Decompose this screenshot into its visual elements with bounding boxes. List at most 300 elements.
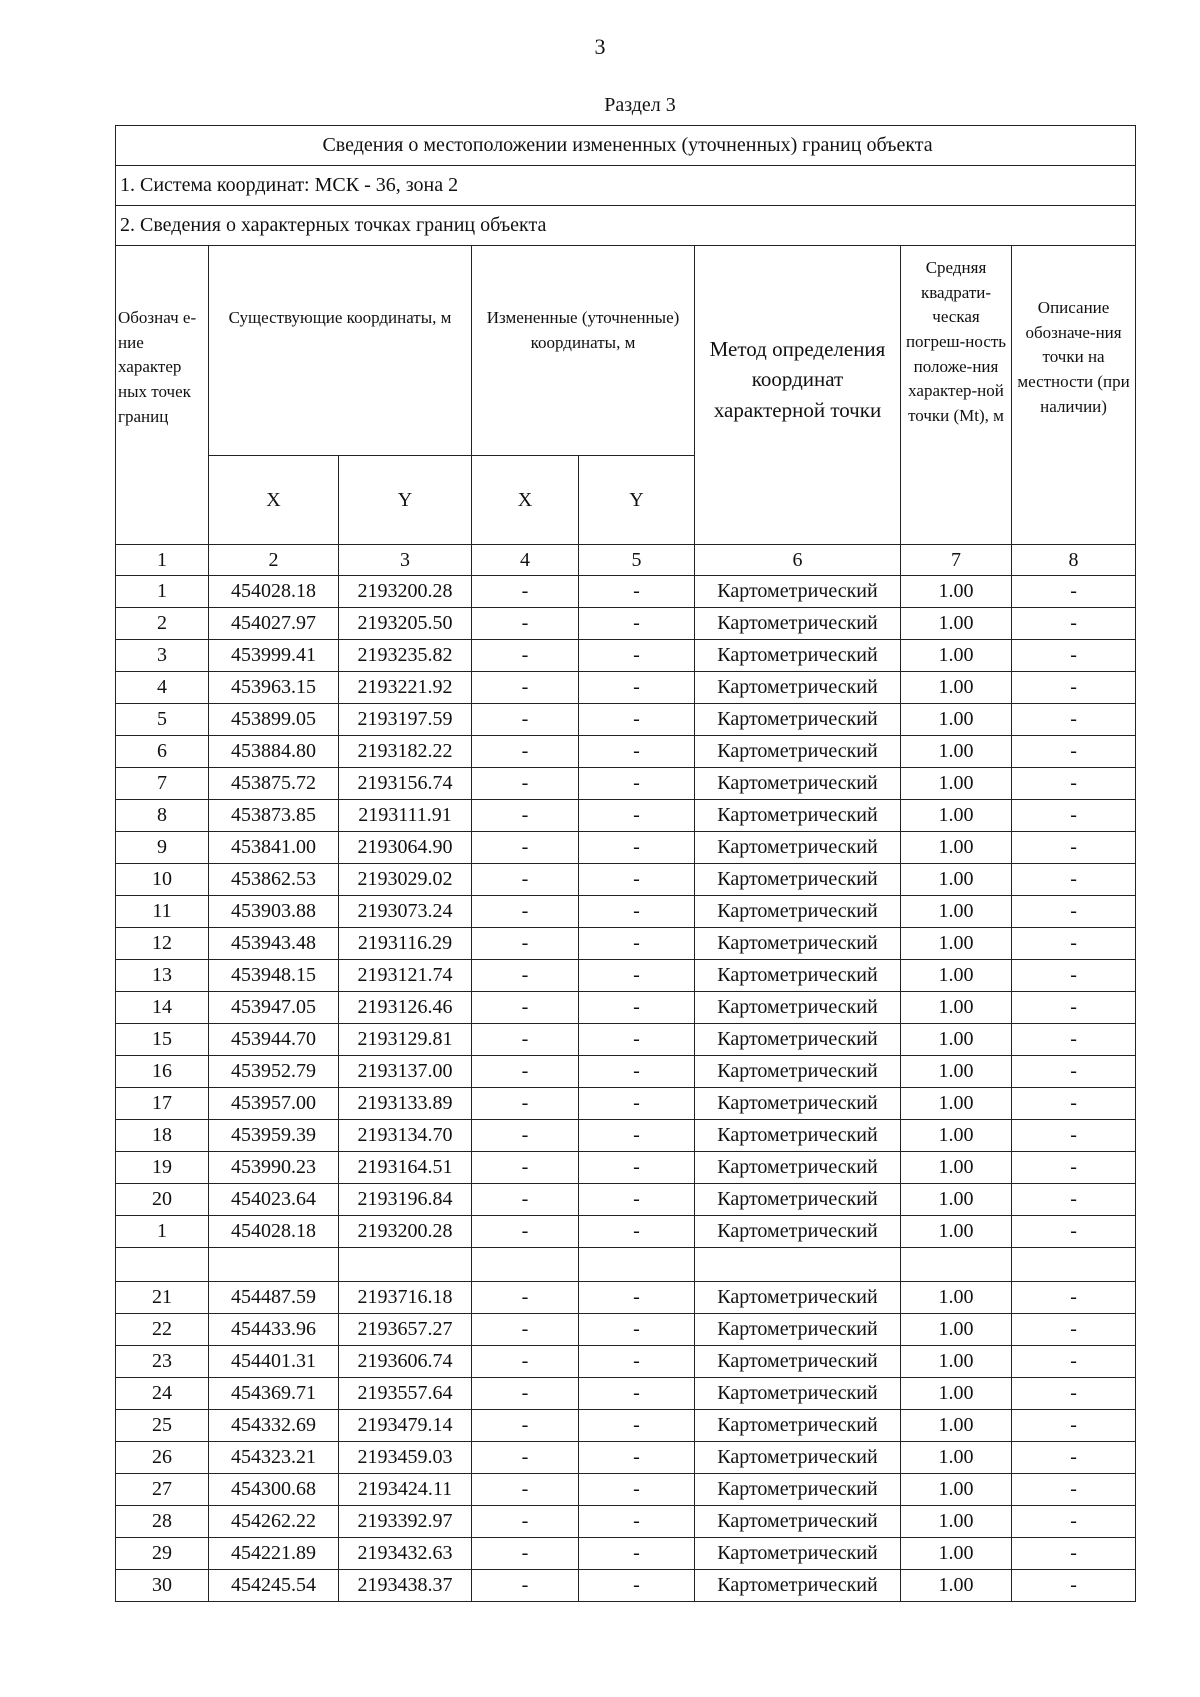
table-cell: 1.00 <box>901 928 1012 960</box>
table-cell: - <box>579 704 695 736</box>
table-row <box>116 1378 1136 1410</box>
table-cell: - <box>472 1184 579 1216</box>
table-cell: 453944.70 <box>209 1024 339 1056</box>
table-cell: 19 <box>116 1152 209 1184</box>
table-cell: 453947.05 <box>209 992 339 1024</box>
table-cell: Картометрический <box>695 1410 901 1442</box>
table-row <box>116 1442 1136 1474</box>
table-cell: 1.00 <box>901 1120 1012 1152</box>
table-cell: - <box>579 960 695 992</box>
table-cell: 1.00 <box>901 768 1012 800</box>
table-cell: 454401.31 <box>209 1346 339 1378</box>
table-cell: 1.00 <box>901 1442 1012 1474</box>
table-cell: - <box>472 800 579 832</box>
table-cell: 1.00 <box>901 832 1012 864</box>
table-cell: 1.00 <box>901 672 1012 704</box>
table-cell: - <box>579 1474 695 1506</box>
table-cell: - <box>1012 736 1136 768</box>
table-cell <box>1012 1248 1136 1282</box>
table-cell: 1.00 <box>901 1282 1012 1314</box>
table-cell: 454245.54 <box>209 1570 339 1602</box>
table-cell: 1.00 <box>901 1474 1012 1506</box>
table-cell <box>472 1248 579 1282</box>
table-cell: - <box>579 1346 695 1378</box>
table-cell <box>209 1248 339 1282</box>
table-cell: 453903.88 <box>209 896 339 928</box>
table-cell: 1.00 <box>901 1506 1012 1538</box>
table-cell: - <box>579 1088 695 1120</box>
table-row <box>116 960 1136 992</box>
table-cell: 454028.18 <box>209 576 339 608</box>
table-cell: 29 <box>116 1538 209 1570</box>
table-cell: 1.00 <box>901 960 1012 992</box>
table-cell: 1.00 <box>901 1538 1012 1570</box>
table-cell: 18 <box>116 1120 209 1152</box>
table-row <box>116 1570 1136 1602</box>
table-cell: 6 <box>695 545 901 576</box>
header-description: Описание обозначе-ния точки на местности (при наличии) <box>1012 246 1136 545</box>
table-row <box>116 800 1136 832</box>
table-cell: Картометрический <box>695 1120 901 1152</box>
table-cell: 2193129.81 <box>339 1024 472 1056</box>
table-cell: 454300.68 <box>209 1474 339 1506</box>
table-cell: 454433.96 <box>209 1314 339 1346</box>
page-number: 3 <box>594 34 606 59</box>
table-cell: - <box>1012 992 1136 1024</box>
table-cell: - <box>579 1570 695 1602</box>
table-cell <box>116 1248 209 1282</box>
table-cell: - <box>579 800 695 832</box>
coord-system-row: 1. Система координат: МСК - 36, зона 2 <box>116 166 1136 206</box>
table-cell: - <box>1012 1120 1136 1152</box>
table-cell: 1.00 <box>901 1024 1012 1056</box>
table-cell: Картометрический <box>695 576 901 608</box>
table-cell: - <box>1012 1184 1136 1216</box>
table-row <box>116 896 1136 928</box>
table-cell: 454027.97 <box>209 608 339 640</box>
table-cell: 21 <box>116 1282 209 1314</box>
header-accuracy: Средняя квадрати-ческая погреш-ность положе-ния характер-ной точки (Mt), м <box>901 246 1012 545</box>
table-cell: 15 <box>116 1024 209 1056</box>
table-cell: - <box>472 704 579 736</box>
table-cell: - <box>579 640 695 672</box>
table-row <box>116 864 1136 896</box>
table-cell: - <box>472 864 579 896</box>
header-existing-y: Y <box>339 456 472 545</box>
table-cell: - <box>579 928 695 960</box>
table-cell: Картометрический <box>695 1570 901 1602</box>
table-cell: 2193221.92 <box>339 672 472 704</box>
table-cell: - <box>472 1216 579 1248</box>
table-cell: 4 <box>116 672 209 704</box>
table-row <box>116 1056 1136 1088</box>
table-cell: 2193424.11 <box>339 1474 472 1506</box>
table-cell: - <box>1012 800 1136 832</box>
table-cell <box>695 1248 901 1282</box>
table-cell: - <box>472 1056 579 1088</box>
table-cell: - <box>1012 1216 1136 1248</box>
header-designation: Обознач е-ние характер ных точек границ <box>116 246 209 545</box>
table-cell: 2193116.29 <box>339 928 472 960</box>
table-cell: - <box>1012 768 1136 800</box>
table-cell: 3 <box>339 545 472 576</box>
table-cell: 1 <box>116 1216 209 1248</box>
table-row <box>116 1538 1136 1570</box>
table-cell: Картометрический <box>695 960 901 992</box>
table-cell: 2193557.64 <box>339 1378 472 1410</box>
table-cell: - <box>1012 1056 1136 1088</box>
table-cell: - <box>1012 1506 1136 1538</box>
table-cell: 16 <box>116 1056 209 1088</box>
table-cell: Картометрический <box>695 704 901 736</box>
section-title: Раздел 3 <box>604 94 676 116</box>
table-cell: - <box>579 1056 695 1088</box>
table-cell: - <box>579 864 695 896</box>
table-cell: Картометрический <box>695 1474 901 1506</box>
table-cell: 453999.41 <box>209 640 339 672</box>
table-row <box>116 1024 1136 1056</box>
table-cell: 2193164.51 <box>339 1152 472 1184</box>
table-cell: - <box>579 1506 695 1538</box>
table-cell: - <box>579 896 695 928</box>
table-cell: - <box>1012 832 1136 864</box>
table-cell <box>901 1248 1012 1282</box>
table-cell: - <box>1012 1152 1136 1184</box>
table-cell: - <box>472 1088 579 1120</box>
table-cell: 453841.00 <box>209 832 339 864</box>
table-cell: - <box>472 896 579 928</box>
table-cell: 2193459.03 <box>339 1442 472 1474</box>
table-cell: - <box>472 960 579 992</box>
table-cell: - <box>579 832 695 864</box>
table-cell: - <box>1012 1378 1136 1410</box>
table-cell: - <box>579 1410 695 1442</box>
table-cell: Картометрический <box>695 1088 901 1120</box>
header-method: Метод определения координат характерной точки <box>695 246 901 545</box>
table-cell: 7 <box>901 545 1012 576</box>
table-cell: Картометрический <box>695 1442 901 1474</box>
table-cell: 17 <box>116 1088 209 1120</box>
table-cell: 2193134.70 <box>339 1120 472 1152</box>
table-row <box>116 1152 1136 1184</box>
table-cell: 1 <box>116 576 209 608</box>
table-cell: - <box>472 1442 579 1474</box>
table-cell: 5 <box>116 704 209 736</box>
table-cell: - <box>579 1442 695 1474</box>
table-row <box>116 1314 1136 1346</box>
table-cell: 2193479.14 <box>339 1410 472 1442</box>
table-row <box>116 992 1136 1024</box>
table-row <box>116 736 1136 768</box>
table-cell: - <box>579 576 695 608</box>
table-cell: 1.00 <box>901 896 1012 928</box>
table-cell: - <box>579 1314 695 1346</box>
table-cell: - <box>1012 608 1136 640</box>
table-cell: - <box>579 1282 695 1314</box>
table-cell: - <box>472 1378 579 1410</box>
table-cell: 454323.21 <box>209 1442 339 1474</box>
table-cell: 454332.69 <box>209 1410 339 1442</box>
table-cell: 9 <box>116 832 209 864</box>
table-cell: - <box>1012 1570 1136 1602</box>
header-changed-coords: Измененные (уточненные) координаты, м <box>472 246 695 456</box>
table-cell: 454221.89 <box>209 1538 339 1570</box>
table-cell: 453963.15 <box>209 672 339 704</box>
table-cell: - <box>1012 1088 1136 1120</box>
table-cell: 1.00 <box>901 992 1012 1024</box>
table-row <box>116 1184 1136 1216</box>
header-existing-coords: Существующие координаты, м <box>209 246 472 456</box>
table-cell: Картометрический <box>695 1346 901 1378</box>
table-cell: 453957.00 <box>209 1088 339 1120</box>
table-cell: Картометрический <box>695 640 901 672</box>
table-cell: Картометрический <box>695 1216 901 1248</box>
table-cell: - <box>472 768 579 800</box>
table-cell: 1 <box>116 545 209 576</box>
table-cell: Картометрический <box>695 1378 901 1410</box>
table-cell: Картометрический <box>695 1152 901 1184</box>
table-cell: 2193121.74 <box>339 960 472 992</box>
table-cell: - <box>472 640 579 672</box>
table-cell: 27 <box>116 1474 209 1506</box>
table-cell: 2193657.27 <box>339 1314 472 1346</box>
table-cell: 23 <box>116 1346 209 1378</box>
table-cell: - <box>472 832 579 864</box>
table-cell: 2193156.74 <box>339 768 472 800</box>
table-cell: 2193392.97 <box>339 1506 472 1538</box>
table-cell: 2193182.22 <box>339 736 472 768</box>
header-changed-y: Y <box>579 456 695 545</box>
table-cell: - <box>1012 672 1136 704</box>
table-cell: Картометрический <box>695 1056 901 1088</box>
table-cell: - <box>472 1024 579 1056</box>
table-cell: - <box>1012 1474 1136 1506</box>
table-cell: 453943.48 <box>209 928 339 960</box>
table-cell: 1.00 <box>901 704 1012 736</box>
table-cell: Картометрический <box>695 1184 901 1216</box>
table-cell: - <box>472 672 579 704</box>
table-cell: 454262.22 <box>209 1506 339 1538</box>
table-cell: 1.00 <box>901 1570 1012 1602</box>
table-cell: Картометрический <box>695 1024 901 1056</box>
table-cell: - <box>1012 1442 1136 1474</box>
table-row <box>116 1120 1136 1152</box>
table-cell: - <box>1012 1314 1136 1346</box>
table-cell: - <box>472 1570 579 1602</box>
table-cell: - <box>472 1120 579 1152</box>
table-row <box>116 704 1136 736</box>
table-row <box>116 1282 1136 1314</box>
table-cell: - <box>1012 576 1136 608</box>
table-cell: 1.00 <box>901 1216 1012 1248</box>
table-cell: - <box>472 928 579 960</box>
table-cell: - <box>579 1216 695 1248</box>
table-cell: 2193716.18 <box>339 1282 472 1314</box>
table-cell: 6 <box>116 736 209 768</box>
column-numbers-row <box>116 545 1136 576</box>
table-cell: 1.00 <box>901 1314 1012 1346</box>
table-cell: - <box>579 992 695 1024</box>
table-cell: 26 <box>116 1442 209 1474</box>
table-cell: Картометрический <box>695 672 901 704</box>
blank-separator-row <box>116 1248 1136 1282</box>
table-cell: 453873.85 <box>209 800 339 832</box>
table-cell: 2193205.50 <box>339 608 472 640</box>
table-cell: 453899.05 <box>209 704 339 736</box>
table-cell: 4 <box>472 545 579 576</box>
table-cell: 1.00 <box>901 1410 1012 1442</box>
table-row <box>116 1346 1136 1378</box>
coordinates-table <box>115 125 1136 1602</box>
table-cell: 453884.80 <box>209 736 339 768</box>
table-cell: - <box>472 1506 579 1538</box>
table-cell: 1.00 <box>901 800 1012 832</box>
table-cell: Картометрический <box>695 608 901 640</box>
table-row <box>116 608 1136 640</box>
table-cell: - <box>579 1184 695 1216</box>
table-cell: 1.00 <box>901 864 1012 896</box>
table-cell: 1.00 <box>901 1056 1012 1088</box>
table-cell: - <box>472 1346 579 1378</box>
table-cell: Картометрический <box>695 1506 901 1538</box>
table-cell: - <box>579 672 695 704</box>
table-cell: 3 <box>116 640 209 672</box>
table-cell: Картометрический <box>695 768 901 800</box>
points-title-row: 2. Сведения о характерных точках границ объекта <box>116 206 1136 246</box>
table-cell: 8 <box>1012 545 1136 576</box>
table-cell: 30 <box>116 1570 209 1602</box>
table-cell: 453948.15 <box>209 960 339 992</box>
table-cell: - <box>1012 1410 1136 1442</box>
header-existing-x: X <box>209 456 339 545</box>
table-row <box>116 928 1136 960</box>
table-cell: 7 <box>116 768 209 800</box>
table-cell: 10 <box>116 864 209 896</box>
table-cell: - <box>579 1120 695 1152</box>
table-cell: 1.00 <box>901 608 1012 640</box>
table-cell: - <box>472 1314 579 1346</box>
table-cell: 453875.72 <box>209 768 339 800</box>
header-changed-x: X <box>472 456 579 545</box>
table-cell: - <box>1012 928 1136 960</box>
table-row <box>116 1474 1136 1506</box>
table-cell: 28 <box>116 1506 209 1538</box>
table-cell: - <box>1012 1538 1136 1570</box>
table-cell: 1.00 <box>901 576 1012 608</box>
table-cell: 2193438.37 <box>339 1570 472 1602</box>
table-cell: 2193432.63 <box>339 1538 472 1570</box>
table-cell: 13 <box>116 960 209 992</box>
table-cell: Картометрический <box>695 1538 901 1570</box>
table-cell: 8 <box>116 800 209 832</box>
table-cell: Картометрический <box>695 896 901 928</box>
table-cell: 20 <box>116 1184 209 1216</box>
table-cell: Картометрический <box>695 736 901 768</box>
table-cell: 2 <box>116 608 209 640</box>
table-cell: 2193126.46 <box>339 992 472 1024</box>
table-cell: 14 <box>116 992 209 1024</box>
table-cell: - <box>472 1152 579 1184</box>
table-cell <box>339 1248 472 1282</box>
table-row <box>116 640 1136 672</box>
table-cell: - <box>579 736 695 768</box>
table-cell: - <box>1012 1024 1136 1056</box>
table-cell: 2193606.74 <box>339 1346 472 1378</box>
table-cell: Картометрический <box>695 1282 901 1314</box>
table-cell: - <box>1012 896 1136 928</box>
table-title: Сведения о местоположении измененных (уточненных) границ объекта <box>116 126 1136 166</box>
table-cell: 2193137.00 <box>339 1056 472 1088</box>
table-cell: 2193196.84 <box>339 1184 472 1216</box>
table-cell: Картометрический <box>695 992 901 1024</box>
table-cell: - <box>1012 960 1136 992</box>
table-cell: - <box>472 736 579 768</box>
table-row <box>116 576 1136 608</box>
table-cell: 2193073.24 <box>339 896 472 928</box>
table-cell: 2 <box>209 545 339 576</box>
table-cell: 454487.59 <box>209 1282 339 1314</box>
table-cell: 454369.71 <box>209 1378 339 1410</box>
table-cell: 1.00 <box>901 1346 1012 1378</box>
table-cell: - <box>472 576 579 608</box>
table-row <box>116 832 1136 864</box>
table-cell: 11 <box>116 896 209 928</box>
table-cell: 453990.23 <box>209 1152 339 1184</box>
table-cell: 1.00 <box>901 640 1012 672</box>
table-cell: 2193197.59 <box>339 704 472 736</box>
table-cell: - <box>1012 864 1136 896</box>
table-cell: - <box>472 1474 579 1506</box>
table-cell: 22 <box>116 1314 209 1346</box>
table-cell: Картометрический <box>695 928 901 960</box>
table-row <box>116 1506 1136 1538</box>
table-cell: - <box>579 768 695 800</box>
table-cell: 12 <box>116 928 209 960</box>
table-cell: Картометрический <box>695 1314 901 1346</box>
table-cell: 1.00 <box>901 1152 1012 1184</box>
table-cell: - <box>1012 704 1136 736</box>
table-cell: 1.00 <box>901 1378 1012 1410</box>
table-cell: 2193235.82 <box>339 640 472 672</box>
table-cell: 2193029.02 <box>339 864 472 896</box>
table-cell: 453959.39 <box>209 1120 339 1152</box>
table-row <box>116 672 1136 704</box>
table-cell <box>579 1248 695 1282</box>
table-cell: 1.00 <box>901 1184 1012 1216</box>
table-cell: 2193064.90 <box>339 832 472 864</box>
table-cell: - <box>1012 1346 1136 1378</box>
table-cell: - <box>579 1152 695 1184</box>
table-cell: 2193200.28 <box>339 576 472 608</box>
table-cell: 25 <box>116 1410 209 1442</box>
table-row <box>116 1410 1136 1442</box>
table-cell: Картометрический <box>695 832 901 864</box>
table-cell: 454028.18 <box>209 1216 339 1248</box>
table-cell: 5 <box>579 545 695 576</box>
table-cell: - <box>472 608 579 640</box>
table-row <box>116 768 1136 800</box>
table-cell: - <box>579 1538 695 1570</box>
table-cell: Картометрический <box>695 864 901 896</box>
table-cell: - <box>472 1282 579 1314</box>
table-cell: 453862.53 <box>209 864 339 896</box>
table-cell: 2193200.28 <box>339 1216 472 1248</box>
table-cell: 1.00 <box>901 736 1012 768</box>
table-cell: - <box>1012 640 1136 672</box>
table-cell: - <box>579 1378 695 1410</box>
table-cell: 453952.79 <box>209 1056 339 1088</box>
table-cell: 24 <box>116 1378 209 1410</box>
